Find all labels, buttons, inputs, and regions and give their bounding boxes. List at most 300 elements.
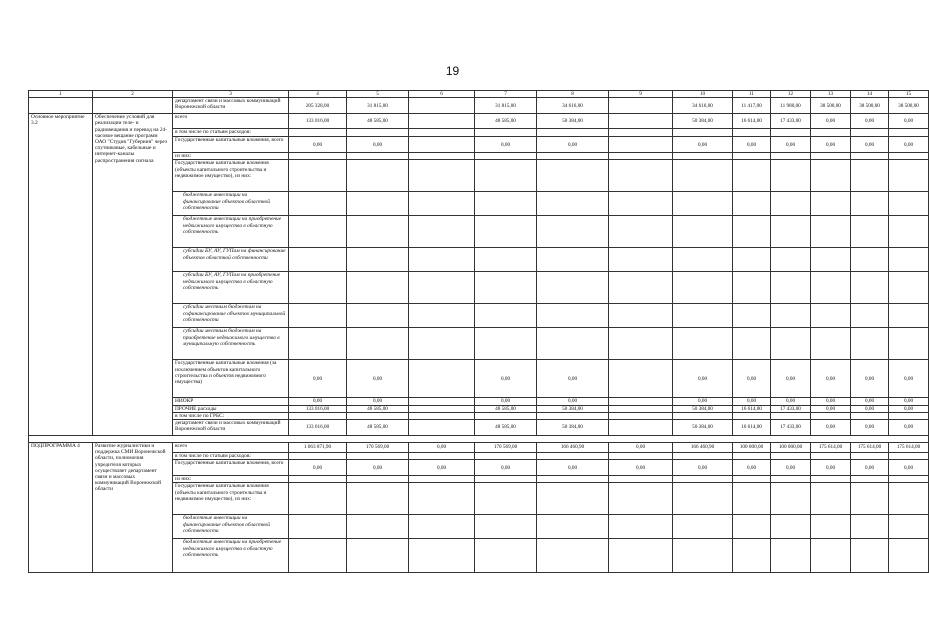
value-cell-col-9: 0,00 [609,443,673,453]
value-cell-col-7: 0,00 [475,137,537,153]
value-cell-col-4 [289,304,347,328]
value-cell-col-7 [475,476,537,483]
value-cell-col-12: 100 000,00 [771,443,811,453]
value-cell-col-14 [851,216,889,248]
value-cell-col-14 [851,272,889,304]
value-cell-col-8 [537,483,609,515]
value-cell-col-8: 0,00 [537,360,609,398]
value-cell-col-5 [347,328,409,360]
value-cell-col-14 [851,412,889,419]
value-cell-col-7 [475,272,537,304]
value-cell-col-15 [889,453,929,460]
value-cell-col-8 [537,248,609,272]
value-cell-col-11 [733,515,771,539]
value-cell-col-13 [811,248,851,272]
value-cell-col-13 [811,328,851,360]
status-cell: Основное мероприятие 3.2 [29,114,93,436]
value-cell-col-12 [771,476,811,483]
value-cell-col-14 [851,192,889,216]
value-cell-col-12 [771,539,811,573]
value-cell-col-14 [851,153,889,160]
value-cell-col-7 [475,539,537,573]
column-number-6: 6 [409,91,475,98]
value-cell-col-12: 0,00 [771,137,811,153]
value-cell-col-6 [409,515,475,539]
event-name-cell: Обеспечение условий для реализации теле- и радиовещания и перевод на 24-часовое вещание программ ОАО "Студия "Губерния" через спутниковые, кабельные и интернет-каналы распространения сигнала [93,114,173,436]
value-cell-col-14 [851,304,889,328]
value-cell-col-14 [851,328,889,360]
value-cell-col-4 [289,248,347,272]
value-cell-col-11: 0,00 [733,137,771,153]
value-cell-col-5 [347,129,409,137]
value-cell-col-6 [409,114,475,129]
value-cell-col-7 [475,515,537,539]
value-cell-col-7 [475,453,537,460]
value-cell-col-13: 38 500,00 [811,98,851,114]
value-cell-col-6 [409,153,475,160]
value-cell-col-4: 205 328,00 [289,98,347,114]
value-cell-col-9 [609,539,673,573]
value-cell-col-4 [289,453,347,460]
value-cell-col-4 [289,160,347,192]
value-cell-col-5: 0,00 [347,460,409,476]
value-cell-col-13 [811,453,851,460]
value-cell-col-10: 166 460,90 [673,443,733,453]
value-cell-col-10 [673,129,733,137]
value-cell-col-10 [673,160,733,192]
value-cell-col-5 [347,272,409,304]
value-cell-col-13 [811,129,851,137]
value-cell-col-12: 0,00 [771,460,811,476]
value-cell-col-8: 0,00 [537,460,609,476]
value-cell-col-5 [347,483,409,515]
value-cell-col-5: 0,00 [347,360,409,398]
value-cell-col-15 [889,129,929,137]
column-number-10: 10 [673,91,733,98]
funding-source-cell: бюджетные инвестиции на приобретение недвижимого имущества в областную собственность [173,539,289,573]
value-cell-col-11: 16 614,00 [733,420,771,436]
funding-source-cell: Государственные капитальные вложения (объекты капитального строительства и недвижимое имущество), из них: [173,483,289,515]
value-cell-col-8 [537,412,609,419]
value-cell-col-7 [475,192,537,216]
value-cell-col-12: 0,00 [771,360,811,398]
value-cell-col-9 [609,160,673,192]
funding-source-cell: бюджетные инвестиции на приобретение недвижимого имущества в областную собственность [173,216,289,248]
value-cell-col-10 [673,483,733,515]
value-cell-col-15 [889,216,929,248]
table-row [29,114,929,129]
value-cell-col-14 [851,539,889,573]
value-cell-col-14 [851,483,889,515]
value-cell-col-6 [409,539,475,573]
value-cell-col-15 [889,483,929,515]
value-cell-col-4: 0,00 [289,360,347,398]
value-cell-col-7 [475,248,537,272]
funding-source-cell: бюджетные инвестиции на финансирование объектов областной собственности [173,515,289,539]
status-cell: ПОДПРОГРАММА 4 [29,443,93,573]
value-cell-col-10: 50 384,00 [673,405,733,412]
table-row [29,98,929,114]
value-cell-col-12 [771,160,811,192]
value-cell-col-14: 0,00 [851,137,889,153]
value-cell-col-4 [289,483,347,515]
value-cell-col-8 [537,539,609,573]
value-cell-col-11 [733,304,771,328]
funding-source-cell: в том числе по статьям расходов: [173,129,289,137]
value-cell-col-5 [347,160,409,192]
value-cell-col-5 [347,476,409,483]
value-cell-col-4 [289,328,347,360]
value-cell-col-13: 175 614,00 [811,443,851,453]
funding-source-cell: из них: [173,476,289,483]
value-cell-col-5: 48 585,00 [347,114,409,129]
value-cell-col-5 [347,192,409,216]
value-cell-col-6 [409,137,475,153]
value-cell-col-6 [409,360,475,398]
value-cell-col-7: 170 569,00 [475,443,537,453]
value-cell-col-10 [673,272,733,304]
value-cell-col-11: 16 614,00 [733,114,771,129]
value-cell-col-8 [537,476,609,483]
value-cell-col-10 [673,192,733,216]
value-cell-col-15 [889,328,929,360]
value-cell-col-13: 0,00 [811,398,851,405]
value-cell-col-10 [673,476,733,483]
value-cell-col-10 [673,304,733,328]
value-cell-col-12 [771,248,811,272]
value-cell-col-5 [347,412,409,419]
value-cell-col-5 [347,216,409,248]
value-cell-col-15 [889,153,929,160]
value-cell-col-14: 0,00 [851,460,889,476]
value-cell-col-8 [537,129,609,137]
value-cell-col-13 [811,160,851,192]
value-cell-col-12 [771,153,811,160]
value-cell-col-7 [475,216,537,248]
value-cell-col-11 [733,272,771,304]
value-cell-col-10 [673,539,733,573]
value-cell-col-6 [409,304,475,328]
value-cell-col-11 [733,248,771,272]
value-cell-col-9 [609,216,673,248]
value-cell-col-8: 50 384,00 [537,114,609,129]
value-cell-col-5: 0,00 [347,398,409,405]
value-cell-col-11: 16 614,00 [733,405,771,412]
value-cell-col-4: 133 016,00 [289,114,347,129]
value-cell-col-15 [889,476,929,483]
value-cell-col-9: 0,00 [609,460,673,476]
value-cell-col-10: 34 616,00 [673,98,733,114]
value-cell-col-14: 0,00 [851,360,889,398]
value-cell-col-8 [537,192,609,216]
column-number-8: 8 [537,91,609,98]
funding-source-cell: субсидии БУ, АУ, ГУПам на приобретение недвижимого имущества в областную собственность [173,272,289,304]
value-cell-col-9 [609,192,673,216]
value-cell-col-9 [609,515,673,539]
value-cell-col-7 [475,412,537,419]
value-cell-col-6 [409,272,475,304]
value-cell-col-10: 0,00 [673,460,733,476]
funding-source-cell: всего [173,114,289,129]
value-cell-col-8: 0,00 [537,398,609,405]
value-cell-col-12: 17 433,00 [771,405,811,412]
funding-source-cell: департамент связи и массовых коммуникаций Воронежской области [173,98,289,114]
column-number-7: 7 [475,91,537,98]
value-cell-col-6 [409,248,475,272]
funding-source-cell: всего [173,443,289,453]
value-cell-col-5: 0,00 [347,137,409,153]
funding-source-cell: в том числе по ГРБС: [173,412,289,419]
value-cell-col-6 [409,420,475,436]
value-cell-col-7 [475,129,537,137]
value-cell-col-6 [409,398,475,405]
status-cell [29,98,93,114]
funding-source-cell: субсидии БУ, АУ, ГУПам на финансирование объектов областной собственности [173,248,289,272]
column-number-11: 11 [733,91,771,98]
value-cell-col-13 [811,515,851,539]
value-cell-col-15: 0,00 [889,405,929,412]
value-cell-col-8 [537,153,609,160]
value-cell-col-12 [771,129,811,137]
value-cell-col-7: 48 585,00 [475,405,537,412]
value-cell-col-5: 48 585,00 [347,405,409,412]
value-cell-col-4 [289,192,347,216]
funding-source-cell: бюджетные инвестиции на финансирование объектов областной собственности [173,192,289,216]
value-cell-col-15: 0,00 [889,114,929,129]
value-cell-col-7 [475,304,537,328]
value-cell-col-4: 0,00 [289,398,347,405]
value-cell-col-5: 48 585,00 [347,420,409,436]
value-cell-col-12 [771,272,811,304]
value-cell-col-14: 0,00 [851,405,889,412]
value-cell-col-8 [537,272,609,304]
column-number-2: 2 [93,91,173,98]
value-cell-col-5 [347,248,409,272]
value-cell-col-12 [771,216,811,248]
value-cell-col-14: 38 500,00 [851,98,889,114]
value-cell-col-12 [771,483,811,515]
value-cell-col-6 [409,160,475,192]
value-cell-col-9 [609,248,673,272]
value-cell-col-4 [289,539,347,573]
value-cell-col-8: 50 384,00 [537,405,609,412]
funding-source-cell: из них: [173,153,289,160]
value-cell-col-13 [811,153,851,160]
funding-source-cell: Государственные капитальные вложения, всего [173,137,289,153]
value-cell-col-4: 133 016,00 [289,420,347,436]
value-cell-col-4 [289,153,347,160]
value-cell-col-11 [733,539,771,573]
value-cell-col-12: 17 433,00 [771,420,811,436]
value-cell-col-5: 31 815,00 [347,98,409,114]
value-cell-col-9 [609,360,673,398]
value-cell-col-9 [609,114,673,129]
value-cell-col-15 [889,539,929,573]
value-cell-col-7: 0,00 [475,360,537,398]
value-cell-col-14: 0,00 [851,114,889,129]
value-cell-col-14 [851,515,889,539]
value-cell-col-12 [771,192,811,216]
value-cell-col-6 [409,453,475,460]
value-cell-col-13 [811,304,851,328]
value-cell-col-13: 0,00 [811,405,851,412]
value-cell-col-14 [851,160,889,192]
column-number-9: 9 [609,91,673,98]
value-cell-col-11: 0,00 [733,460,771,476]
value-cell-col-11: 0,00 [733,360,771,398]
value-cell-col-6 [409,412,475,419]
value-cell-col-6 [409,129,475,137]
column-number-15: 15 [889,91,929,98]
value-cell-col-15: 175 614,00 [889,443,929,453]
value-cell-col-13: 0,00 [811,420,851,436]
value-cell-col-15 [889,412,929,419]
page-number: 19 [445,64,460,78]
value-cell-col-15: 38 500,00 [889,98,929,114]
value-cell-col-13 [811,483,851,515]
value-cell-col-14: 0,00 [851,398,889,405]
funding-source-cell: Государственные капитальные вложения (за исключением объектов капитального строительства и объектов недвижимого имущества) [173,360,289,398]
value-cell-col-11 [733,476,771,483]
value-cell-col-8 [537,216,609,248]
value-cell-col-14 [851,248,889,272]
value-cell-col-9 [609,398,673,405]
value-cell-col-8: 50 384,00 [537,420,609,436]
column-number-row [29,91,929,98]
value-cell-col-15 [889,515,929,539]
value-cell-col-14: 175 614,00 [851,443,889,453]
value-cell-col-12: 11 980,00 [771,98,811,114]
value-cell-col-13 [811,192,851,216]
value-cell-col-13 [811,272,851,304]
value-cell-col-13: 0,00 [811,114,851,129]
event-name-cell [93,98,173,114]
value-cell-col-5 [347,539,409,573]
value-cell-col-7 [475,160,537,192]
value-cell-col-8 [537,453,609,460]
funding-source-cell: субсидии местным бюджетам на софинансирование объектов муниципальной собственности [173,304,289,328]
value-cell-col-4 [289,412,347,419]
value-cell-col-14: 0,00 [851,420,889,436]
value-cell-col-10 [673,216,733,248]
funding-source-cell: Государственные капитальные вложения, всего [173,460,289,476]
value-cell-col-9 [609,420,673,436]
value-cell-col-15 [889,248,929,272]
value-cell-col-11 [733,328,771,360]
value-cell-col-11: 11 417,00 [733,98,771,114]
value-cell-col-10: 0,00 [673,360,733,398]
funding-source-cell: департамент связи и массовых коммуникаций Воронежской области [173,420,289,436]
column-number-14: 14 [851,91,889,98]
value-cell-col-15 [889,192,929,216]
value-cell-col-13 [811,412,851,419]
value-cell-col-9 [609,405,673,412]
column-number-12: 12 [771,91,811,98]
value-cell-col-9 [609,153,673,160]
value-cell-col-10 [673,453,733,460]
value-cell-col-15: 0,00 [889,360,929,398]
value-cell-col-9 [609,137,673,153]
value-cell-col-6 [409,483,475,515]
value-cell-col-9 [609,129,673,137]
value-cell-col-6 [409,98,475,114]
value-cell-col-12 [771,304,811,328]
value-cell-col-15: 0,00 [889,460,929,476]
value-cell-col-6 [409,328,475,360]
funding-source-cell: Государственные капитальные вложения (объекты капитального строительства и недвижимое имущество), из них: [173,160,289,192]
value-cell-col-14 [851,453,889,460]
value-cell-col-9 [609,476,673,483]
value-cell-col-6 [409,192,475,216]
value-cell-col-8 [537,515,609,539]
value-cell-col-4: 1 063 871,90 [289,443,347,453]
value-cell-col-12 [771,328,811,360]
value-cell-col-10: 0,00 [673,137,733,153]
value-cell-col-8: 34 616,00 [537,98,609,114]
value-cell-col-11 [733,412,771,419]
value-cell-col-15 [889,160,929,192]
value-cell-col-14 [851,476,889,483]
value-cell-col-15 [889,304,929,328]
value-cell-col-5 [347,453,409,460]
value-cell-col-15: 0,00 [889,420,929,436]
budget-table-container [28,90,921,602]
column-number-5: 5 [347,91,409,98]
separator-row [29,436,929,443]
value-cell-col-4: 133 016,00 [289,405,347,412]
value-cell-col-10 [673,248,733,272]
value-cell-col-12 [771,515,811,539]
value-cell-col-12 [771,412,811,419]
value-cell-col-4: 0,00 [289,460,347,476]
value-cell-col-7: 0,00 [475,398,537,405]
value-cell-col-5 [347,153,409,160]
column-number-1: 1 [29,91,93,98]
funding-source-cell: в том числе по статьям расходов: [173,453,289,460]
value-cell-col-4 [289,216,347,248]
value-cell-col-7 [475,153,537,160]
value-cell-col-11 [733,453,771,460]
value-cell-col-8 [537,304,609,328]
column-number-13: 13 [811,91,851,98]
value-cell-col-9 [609,412,673,419]
separator-cell [29,436,929,443]
value-cell-col-10 [673,328,733,360]
value-cell-col-13: 0,00 [811,137,851,153]
funding-source-cell: субсидии местным бюджетам на приобретение недвижимого имущества в муниципальную собственность [173,328,289,360]
value-cell-col-4: 0,00 [289,137,347,153]
value-cell-col-14 [851,129,889,137]
value-cell-col-6: 0,00 [409,460,475,476]
value-cell-col-13: 0,00 [811,460,851,476]
value-cell-col-4 [289,515,347,539]
value-cell-col-9 [609,304,673,328]
value-cell-col-10: 50 384,00 [673,420,733,436]
value-cell-col-6 [409,216,475,248]
budget-table [28,90,929,573]
value-cell-col-7 [475,328,537,360]
value-cell-col-9 [609,272,673,304]
value-cell-col-11 [733,192,771,216]
value-cell-col-6: 0,00 [409,443,475,453]
value-cell-col-12: 0,00 [771,398,811,405]
value-cell-col-7: 48 585,00 [475,420,537,436]
value-cell-col-7 [475,483,537,515]
value-cell-col-10 [673,153,733,160]
value-cell-col-12: 17 433,00 [771,114,811,129]
table-body [29,91,929,573]
value-cell-col-11: 0,00 [733,398,771,405]
